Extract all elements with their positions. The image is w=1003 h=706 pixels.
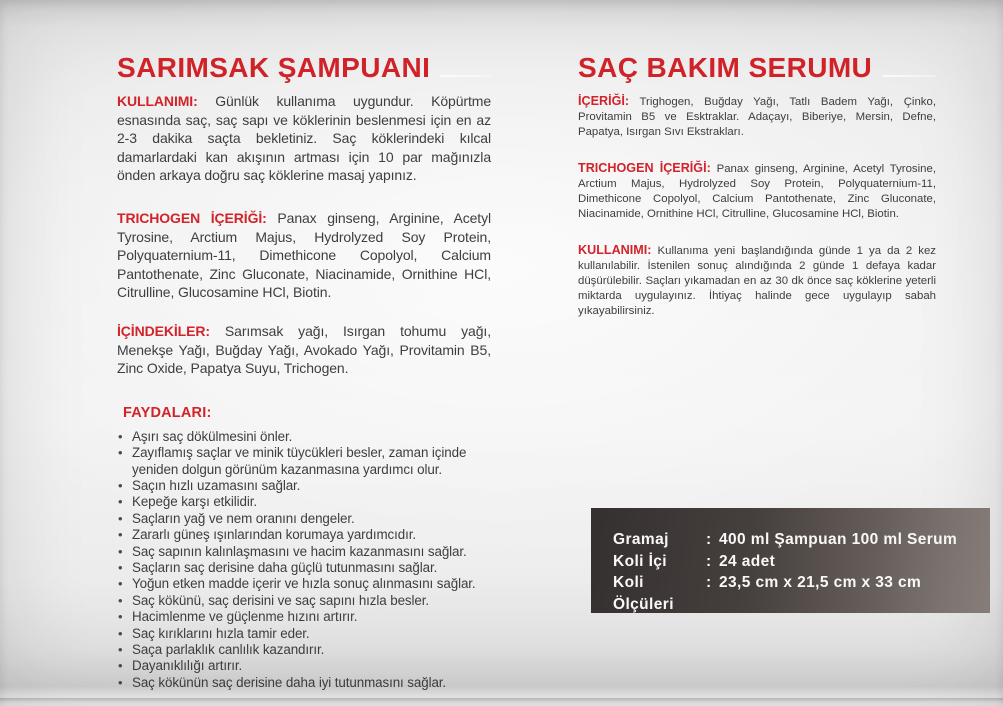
spec-row-gramaj <box>613 529 990 551</box>
spec-row-koli-olculeri <box>613 572 990 615</box>
spec-label: Koli Ölçüleri <box>613 574 674 613</box>
benefit-item: • Saçların yağ ve nem oranını dengeler. <box>117 511 491 527</box>
section-text: Kullanıma yeni başlandığında günde 1 ya da 2 kez kullanılabilir. İstenilen sonuç alındığında 2 günde 1 defaya kadar düşürülebilir. Saçları yıkamadan en az 30 dk önce saç köklerine yeterli miktarda uygulayınız. İhtiyaç halinde gece uygulayıp sabah yıkayabilirsiniz. <box>578 245 936 317</box>
section-trichogen-right <box>578 161 936 222</box>
backdrop-floor-edge <box>0 698 1003 706</box>
right-product-title: SAÇ BAKIM SERUMU <box>578 52 873 83</box>
left-title-row <box>117 52 491 84</box>
packaging-info-box <box>591 508 990 613</box>
left-product-panel <box>117 52 491 691</box>
section-label: KULLANIMI: <box>578 243 652 257</box>
benefit-item: • Saçın hızlı uzamasını sağlar. <box>117 478 491 494</box>
spec-row-koli-ici <box>613 551 990 573</box>
right-product-panel <box>578 52 936 340</box>
section-label: TRICHOGEN İÇERİĞİ: <box>117 209 267 226</box>
benefit-item: • Saç kökünü, saç derisini ve saç sapını hızla besler. <box>117 593 491 609</box>
left-product-title: SARIMSAK ŞAMPUANI <box>117 52 431 83</box>
benefit-item: • Saç kökünün saç derisine daha iyi tutunmasını sağlar. <box>117 675 491 691</box>
section-text: Günlük kullanıma uygundur. Köpürtme esnasında saç, saç sapı ve köklerinin beslenmesi için en az 2-3 dakika saçta bekletiniz. Saç köklerindeki kılcal damarlardaki kan akışının artması için 10 par mağınızla önden arkaya doğru saç köklerine masaj yapınız. <box>117 93 492 184</box>
spec-value: 24 adet <box>719 552 776 570</box>
benefits-list <box>117 429 491 692</box>
benefit-item: • Zararlı güneş ışınlarından korumaya yardımcıdır. <box>117 527 491 543</box>
spec-separator: : <box>706 552 712 570</box>
benefit-item: • Aşırı saç dökülmesini önler. <box>117 429 491 445</box>
spec-separator: : <box>706 574 712 591</box>
spec-value: 400 ml Şampuan 100 ml Serum <box>719 531 958 548</box>
right-title-row <box>578 52 936 84</box>
title-underline <box>440 75 491 77</box>
benefit-item: • Zayıflamış saçlar ve minik tüycükleri besler, zaman içinde yeniden dolgun görünüm kazanmasına yardımcı olur. <box>117 445 491 478</box>
section-text: Panax ginseng, Arginine, Acetyl Tyrosine, Arctium Majus, Hydrolyzed Soy Protein, Polyquaternium-11, Dimethicone Copolyol, Calcium Pantothenate, Zinc Gluconate, Niacinamide, Ornithine HCl, Citrulline, Glucosamine HCl, Biotin. <box>117 209 491 301</box>
section-contents-left <box>117 322 491 378</box>
spec-label: Gramaj <box>613 531 669 548</box>
section-text: Sarımsak yağı, Isırgan tohumu yağı, Menekşe Yağı, Buğday Yağı, Avokado Yağı, Provitamin B5, Zinc Oxide, Papatya Suyu, Trichogen. <box>117 322 491 377</box>
spec-value: 23,5 cm x 21,5 cm x 33 cm <box>719 574 922 591</box>
title-underline <box>882 75 936 77</box>
section-label: İÇERİĞİ: <box>578 94 630 108</box>
section-text: Trighogen, Buğday Yağı, Tatlı Badem Yağı, Çinko, Provitamin B5 ve Esktraklar. Adaçayı, Biberiye, Mersin, Defne, Papatya, Isırgan Sıvı Ekstrakları. <box>578 96 936 138</box>
spec-label: Koli İçi <box>613 552 668 570</box>
section-label: İÇİNDEKİLER: <box>117 322 210 339</box>
benefit-item: • Dayanıklılığı artırır. <box>117 658 491 674</box>
section-label: KULLANIMI: <box>117 93 198 109</box>
benefit-item: • Saç kırıklarını hızla tamir eder. <box>117 626 491 642</box>
benefit-item: • Yoğun etken madde içerir ve hızla sonuç alınmasını sağlar. <box>117 576 491 592</box>
benefits-title: FAYDALARI: <box>123 404 212 421</box>
section-usage-right <box>578 243 936 319</box>
section-ingredients-right <box>578 94 936 140</box>
section-label: TRICHOGEN İÇERİĞİ: <box>578 161 711 175</box>
benefit-item: • Kepeğe karşı etkilidir. <box>117 494 491 510</box>
section-text: Panax ginseng, Arginine, Acetyl Tyrosine, Arctium Majus, Hydrolyzed Soy Protein, Polyquaternium-11, Dimethicone Copolyol, Calcium Pantothenate, Zinc Gluconate, Niacinamide, Ornithine HCl, Citrulline, Glucosamine HCl, Biotin. <box>578 163 936 220</box>
benefit-item: • Saçların saç derisine daha güçlü tutunmasını sağlar. <box>117 560 491 576</box>
section-trichogen-left <box>117 209 491 302</box>
benefit-item: • Saç sapının kalınlaşmasını ve hacim kazanmasını sağlar. <box>117 544 491 560</box>
section-usage-left <box>117 92 491 185</box>
benefit-item: • Hacimlenme ve güçlenme hızını artırır. <box>117 609 491 625</box>
benefit-item: • Saça parlaklık canlılık kazandırır. <box>117 642 491 658</box>
spec-separator: : <box>706 531 712 548</box>
